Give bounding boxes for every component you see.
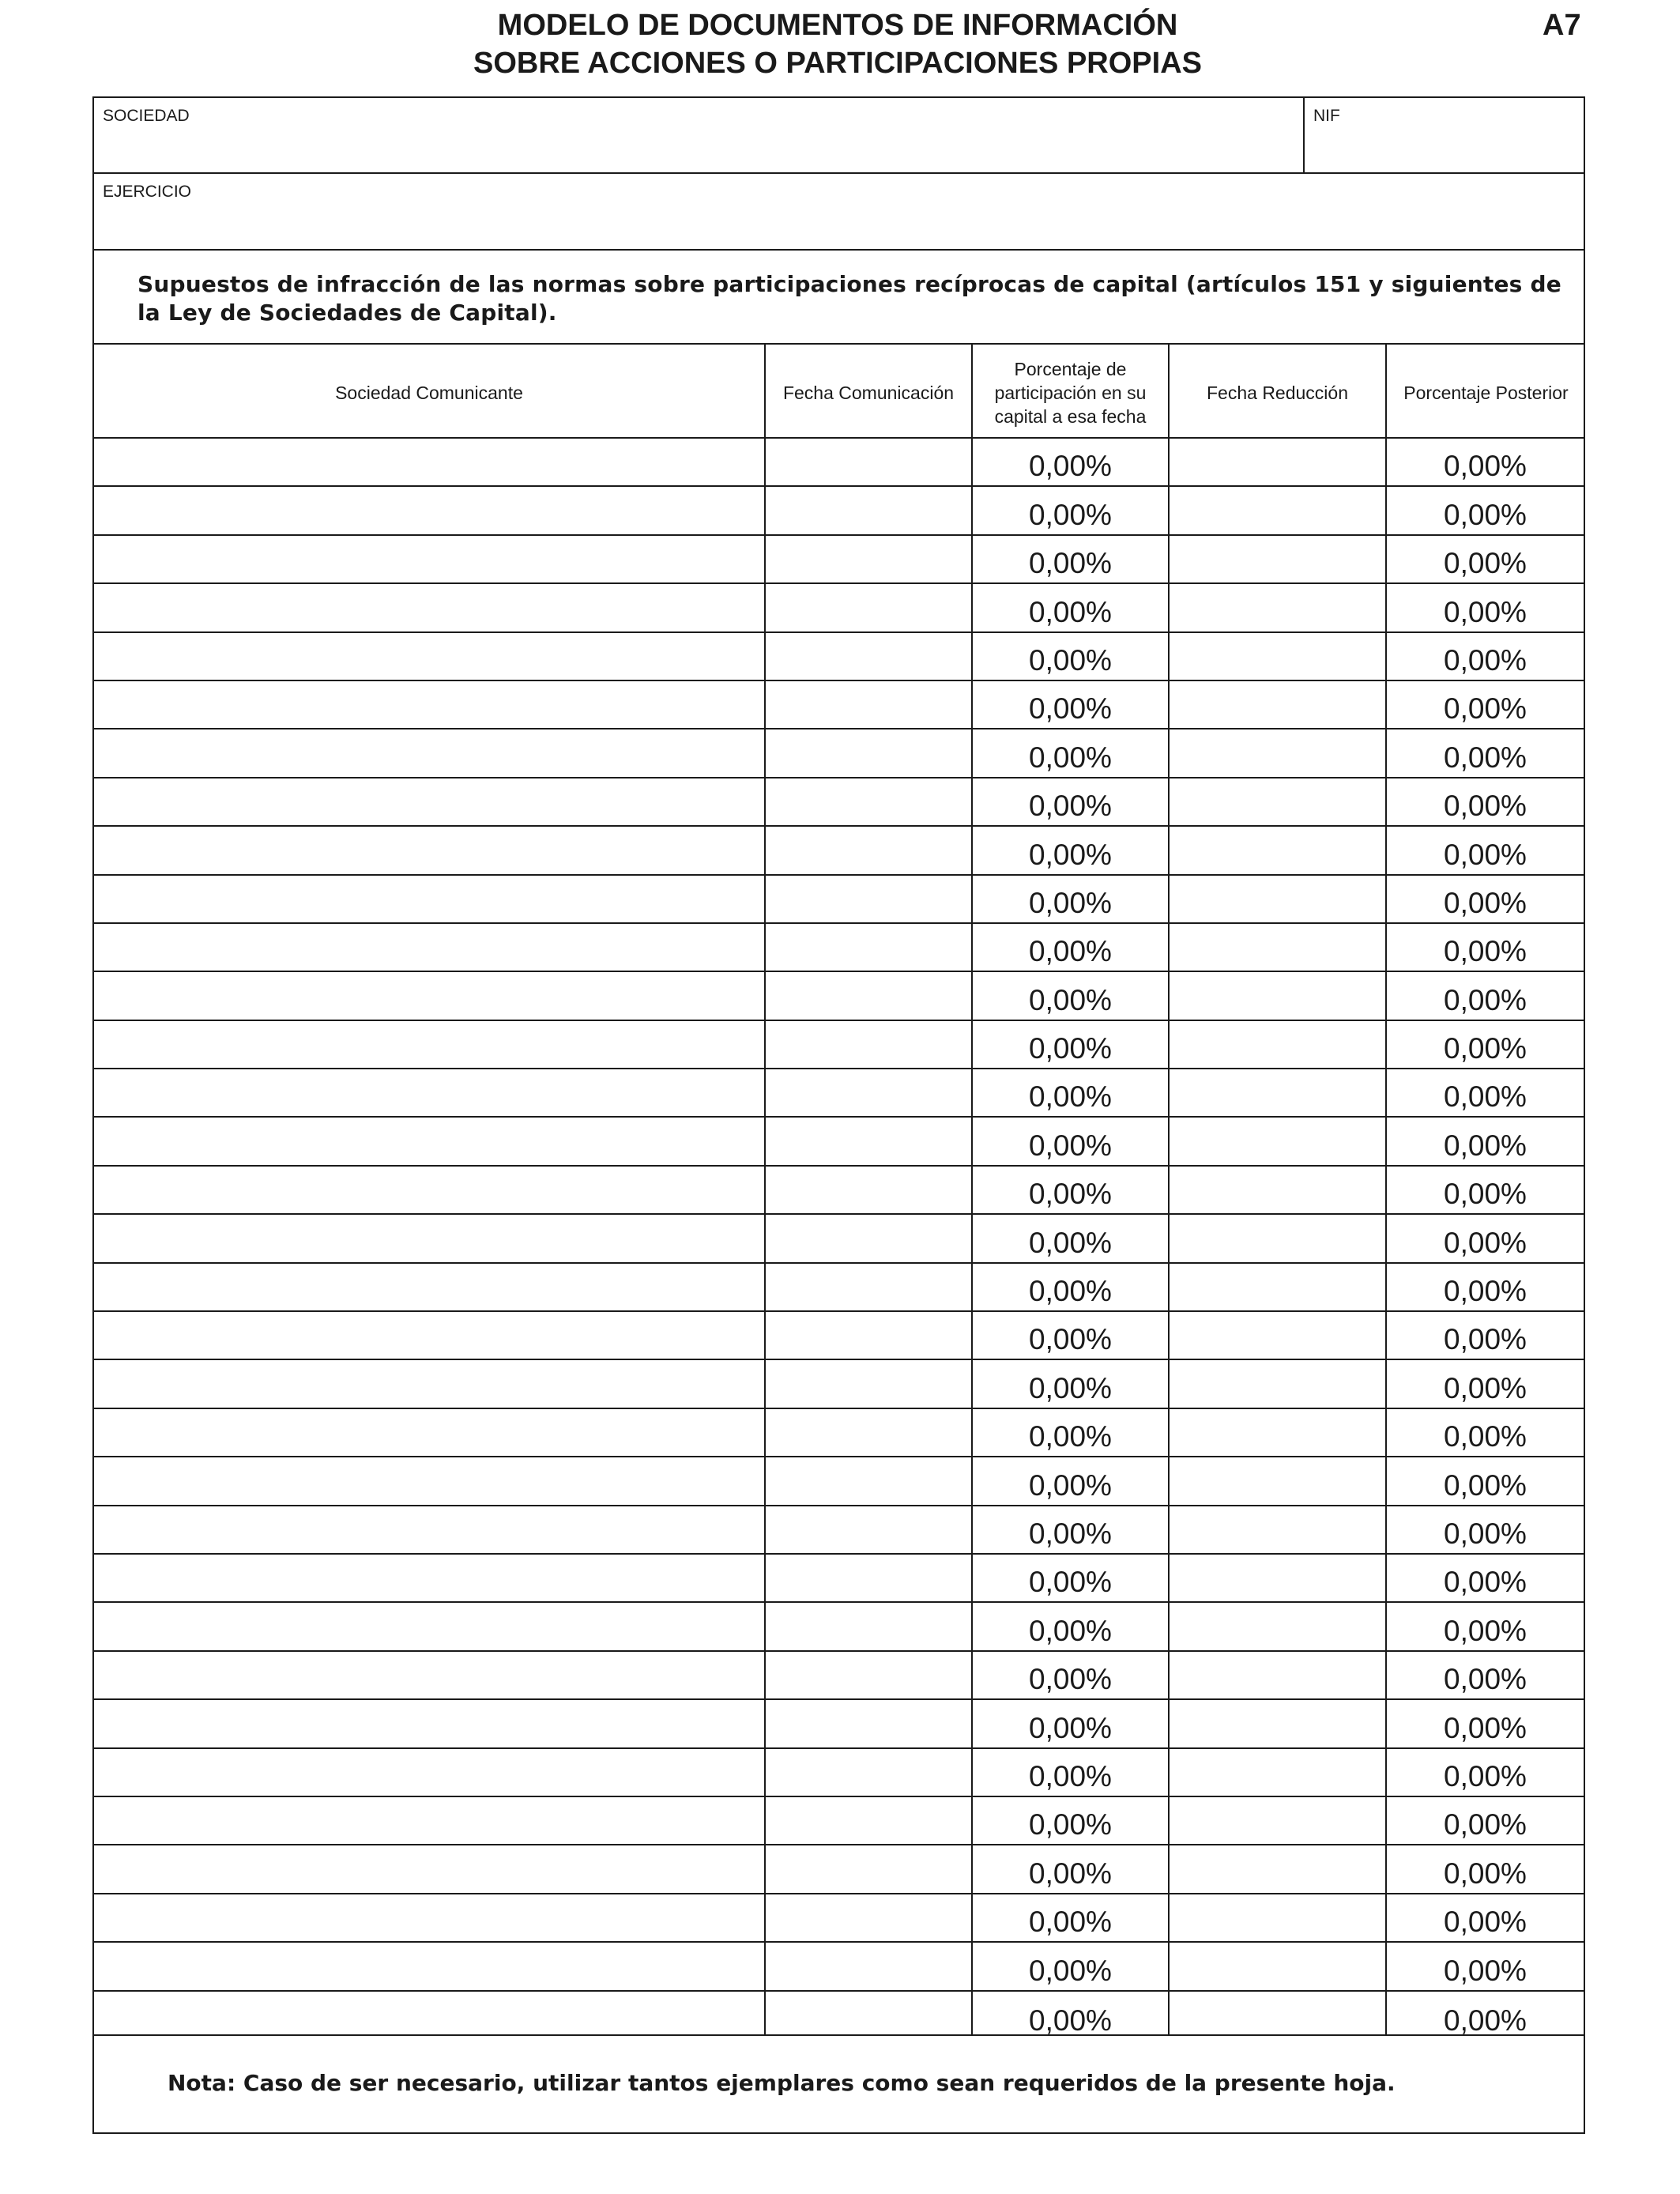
cell-porcentaje-posterior[interactable]: 0,00%	[1444, 886, 1527, 919]
cell-fecha-comunicacion[interactable]	[766, 1167, 971, 1213]
cell-porcentaje[interactable]: 0,00%	[1029, 1906, 1112, 1939]
cell-porcentaje[interactable]: 0,00%	[1029, 643, 1112, 677]
cell-porcentaje-posterior[interactable]: 0,00%	[1444, 1371, 1527, 1404]
cell-porcentaje-posterior[interactable]: 0,00%	[1444, 1226, 1527, 1259]
cell-fecha-comunicacion[interactable]	[766, 1652, 971, 1698]
divider-section-title	[92, 343, 1585, 345]
cell-sociedad-comunicante[interactable]	[94, 487, 764, 533]
nif-label: NIF	[1313, 107, 1340, 125]
cell-fecha-reduccion[interactable]	[1170, 1603, 1385, 1649]
cell-porcentaje-posterior[interactable]: 0,00%	[1444, 1420, 1527, 1453]
column-header-fecha-reduccion: Fecha Reducción	[1207, 383, 1348, 403]
table-row	[92, 536, 1585, 584]
cell-porcentaje[interactable]: 0,00%	[1029, 1566, 1112, 1599]
cell-porcentaje-posterior[interactable]: 0,00%	[1444, 1857, 1527, 1890]
table-row	[92, 729, 1585, 778]
cell-fecha-comunicacion[interactable]	[766, 778, 971, 825]
table-row	[92, 487, 1585, 535]
cell-porcentaje[interactable]: 0,00%	[1029, 1954, 1112, 1987]
column-header-porcentaje-posterior: Porcentaje Posterior	[1403, 383, 1569, 403]
cell-porcentaje-posterior[interactable]: 0,00%	[1444, 547, 1527, 580]
cell-sociedad-comunicante[interactable]	[94, 439, 764, 485]
cell-fecha-comunicacion[interactable]	[766, 1749, 971, 1796]
table-row	[92, 1021, 1585, 1069]
cell-sociedad-comunicante[interactable]	[94, 1603, 764, 1649]
cell-fecha-reduccion[interactable]	[1170, 1506, 1385, 1553]
table-row	[92, 1894, 1585, 1943]
cell-porcentaje-posterior[interactable]: 0,00%	[1444, 1808, 1527, 1842]
table-row	[92, 1409, 1585, 1457]
cell-fecha-comunicacion[interactable]	[766, 681, 971, 728]
cell-porcentaje-posterior[interactable]: 0,00%	[1444, 1178, 1527, 1211]
cell-porcentaje[interactable]: 0,00%	[1029, 595, 1112, 628]
table-row	[92, 1700, 1585, 1748]
cell-porcentaje[interactable]: 0,00%	[1029, 1080, 1112, 1114]
table-row	[92, 778, 1585, 827]
cell-porcentaje[interactable]: 0,00%	[1029, 1032, 1112, 1065]
cell-sociedad-comunicante[interactable]	[94, 681, 764, 728]
cell-porcentaje[interactable]: 0,00%	[1029, 741, 1112, 774]
cell-porcentaje-posterior[interactable]: 0,00%	[1444, 983, 1527, 1016]
cell-fecha-comunicacion[interactable]	[766, 827, 971, 873]
form-code: A7	[1543, 9, 1581, 42]
cell-fecha-comunicacion[interactable]	[766, 1118, 971, 1164]
cell-fecha-comunicacion[interactable]	[766, 487, 971, 533]
cell-sociedad-comunicante[interactable]	[94, 1360, 764, 1407]
cell-sociedad-comunicante[interactable]	[94, 924, 764, 971]
cell-sociedad-comunicante[interactable]	[94, 1992, 764, 2040]
cell-fecha-comunicacion[interactable]	[766, 1457, 971, 1504]
cell-fecha-reduccion[interactable]	[1170, 439, 1385, 485]
cell-porcentaje-posterior[interactable]: 0,00%	[1444, 838, 1527, 871]
sociedad-label: SOCIEDAD	[103, 107, 190, 125]
cell-porcentaje-posterior[interactable]: 0,00%	[1444, 1759, 1527, 1793]
cell-fecha-comunicacion[interactable]	[766, 1700, 971, 1747]
form-title	[95, 6, 1580, 82]
cell-fecha-reduccion[interactable]	[1170, 1312, 1385, 1359]
cell-sociedad-comunicante[interactable]	[94, 729, 764, 776]
table-row	[92, 924, 1585, 972]
cell-porcentaje-posterior[interactable]: 0,00%	[1444, 1954, 1527, 1987]
table-row	[92, 1797, 1585, 1845]
cell-porcentaje[interactable]: 0,00%	[1029, 1857, 1112, 1890]
cell-sociedad-comunicante[interactable]	[94, 1652, 764, 1698]
column-header-porcentaje-participacion: Porcentaje de participación en su capital a esa fecha	[994, 359, 1147, 427]
cell-fecha-reduccion[interactable]	[1170, 1749, 1385, 1796]
table-row	[92, 1118, 1585, 1166]
cell-porcentaje[interactable]: 0,00%	[1029, 1711, 1112, 1744]
table-row	[92, 1992, 1585, 2040]
cell-fecha-comunicacion[interactable]	[766, 1264, 971, 1310]
cell-porcentaje[interactable]: 0,00%	[1029, 1759, 1112, 1793]
table-row	[92, 584, 1585, 632]
cell-porcentaje-posterior[interactable]: 0,00%	[1444, 692, 1527, 726]
cell-porcentaje[interactable]: 0,00%	[1029, 1178, 1112, 1211]
cell-porcentaje-posterior[interactable]: 0,00%	[1444, 1275, 1527, 1308]
cell-porcentaje[interactable]: 0,00%	[1029, 1808, 1112, 1842]
cell-fecha-reduccion[interactable]	[1170, 1264, 1385, 1310]
table-row	[92, 439, 1585, 487]
table-row	[92, 1167, 1585, 1215]
table-row	[92, 1603, 1585, 1651]
cell-sociedad-comunicante[interactable]	[94, 1555, 764, 1601]
cell-porcentaje-posterior[interactable]: 0,00%	[1444, 1906, 1527, 1939]
cell-porcentaje[interactable]: 0,00%	[1029, 1323, 1112, 1356]
table-row	[92, 1215, 1585, 1263]
cell-porcentaje[interactable]: 0,00%	[1029, 1371, 1112, 1404]
cell-porcentaje[interactable]: 0,00%	[1029, 1275, 1112, 1308]
cell-porcentaje[interactable]: 0,00%	[1029, 935, 1112, 968]
table-row	[92, 681, 1585, 729]
divider-sociedad	[92, 172, 1585, 174]
cell-porcentaje[interactable]: 0,00%	[1029, 1420, 1112, 1453]
cell-fecha-comunicacion[interactable]	[766, 972, 971, 1019]
cell-fecha-reduccion[interactable]	[1170, 681, 1385, 728]
cell-fecha-comunicacion[interactable]	[766, 584, 971, 631]
divider-ejercicio	[92, 249, 1585, 251]
table-row	[92, 1652, 1585, 1700]
cell-sociedad-comunicante[interactable]	[94, 1312, 764, 1359]
cell-porcentaje[interactable]: 0,00%	[1029, 450, 1112, 483]
cell-fecha-reduccion[interactable]	[1170, 827, 1385, 873]
cell-sociedad-comunicante[interactable]	[94, 1264, 764, 1310]
table-body	[92, 439, 1585, 2040]
cell-fecha-reduccion[interactable]	[1170, 1943, 1385, 1989]
cell-sociedad-comunicante[interactable]	[94, 1118, 764, 1164]
cell-fecha-reduccion[interactable]	[1170, 1409, 1385, 1456]
cell-fecha-reduccion[interactable]	[1170, 1215, 1385, 1261]
cell-fecha-comunicacion[interactable]	[766, 729, 971, 776]
cell-sociedad-comunicante[interactable]	[94, 1506, 764, 1553]
cell-fecha-reduccion[interactable]	[1170, 1700, 1385, 1747]
cell-fecha-comunicacion[interactable]	[766, 1312, 971, 1359]
cell-fecha-comunicacion[interactable]	[766, 924, 971, 971]
cell-sociedad-comunicante[interactable]	[94, 1457, 764, 1504]
cell-porcentaje-posterior[interactable]: 0,00%	[1444, 1032, 1527, 1065]
cell-sociedad-comunicante[interactable]	[94, 1021, 764, 1068]
cell-sociedad-comunicante[interactable]	[94, 1894, 764, 1941]
table-row	[92, 1845, 1585, 1894]
cell-sociedad-comunicante[interactable]	[94, 536, 764, 582]
cell-fecha-reduccion[interactable]	[1170, 487, 1385, 533]
cell-porcentaje[interactable]: 0,00%	[1029, 1614, 1112, 1647]
cell-sociedad-comunicante[interactable]	[94, 584, 764, 631]
cell-fecha-comunicacion[interactable]	[766, 1506, 971, 1553]
cell-fecha-reduccion[interactable]	[1170, 584, 1385, 631]
cell-fecha-reduccion[interactable]	[1170, 1797, 1385, 1844]
cell-fecha-reduccion[interactable]	[1170, 1457, 1385, 1504]
cell-fecha-reduccion[interactable]	[1170, 1555, 1385, 1601]
cell-porcentaje[interactable]: 0,00%	[1029, 1226, 1112, 1259]
cell-fecha-comunicacion[interactable]	[766, 1021, 971, 1068]
cell-porcentaje[interactable]: 0,00%	[1029, 886, 1112, 919]
cell-fecha-reduccion[interactable]	[1170, 1167, 1385, 1213]
cell-porcentaje-posterior[interactable]: 0,00%	[1444, 1663, 1527, 1696]
cell-sociedad-comunicante[interactable]	[94, 1409, 764, 1456]
cell-porcentaje[interactable]: 0,00%	[1029, 983, 1112, 1016]
cell-fecha-reduccion[interactable]	[1170, 1652, 1385, 1698]
cell-fecha-reduccion[interactable]	[1170, 1069, 1385, 1116]
cell-fecha-comunicacion[interactable]	[766, 1215, 971, 1261]
cell-fecha-reduccion[interactable]	[1170, 972, 1385, 1019]
ejercicio-label: EJERCICIO	[103, 183, 192, 201]
section-title: Supuestos de infracción de las normas sobre participaciones recíprocas de capital (artículos 151 y siguientes de la Ley de Sociedades de Capital).	[137, 271, 1561, 326]
table-row	[92, 1457, 1585, 1506]
cell-fecha-reduccion[interactable]	[1170, 633, 1385, 680]
cell-sociedad-comunicante[interactable]	[94, 1215, 764, 1261]
cell-porcentaje-posterior[interactable]: 0,00%	[1444, 741, 1527, 774]
table-row	[92, 633, 1585, 681]
cell-fecha-reduccion[interactable]	[1170, 1894, 1385, 1941]
cell-fecha-reduccion[interactable]	[1170, 1118, 1385, 1164]
cell-fecha-comunicacion[interactable]	[766, 633, 971, 680]
cell-sociedad-comunicante[interactable]	[94, 1700, 764, 1747]
form-title-line2: SOBRE ACCIONES O PARTICIPACIONES PROPIAS	[473, 47, 1202, 80]
cell-porcentaje-posterior[interactable]: 0,00%	[1444, 1129, 1527, 1162]
cell-porcentaje[interactable]: 0,00%	[1029, 692, 1112, 726]
cell-porcentaje[interactable]: 0,00%	[1029, 1663, 1112, 1696]
cell-porcentaje-posterior[interactable]: 0,00%	[1444, 498, 1527, 531]
cell-fecha-comunicacion[interactable]	[766, 1992, 971, 2040]
cell-porcentaje[interactable]: 0,00%	[1029, 498, 1112, 531]
cell-fecha-comunicacion[interactable]	[766, 536, 971, 582]
cell-fecha-comunicacion[interactable]	[766, 1409, 971, 1456]
cell-porcentaje[interactable]: 0,00%	[1029, 1468, 1112, 1502]
cell-porcentaje-posterior[interactable]: 0,00%	[1444, 1080, 1527, 1114]
cell-porcentaje[interactable]: 0,00%	[1029, 2004, 1112, 2037]
column-header-fecha-comunicacion: Fecha Comunicación	[782, 383, 955, 403]
cell-porcentaje-posterior[interactable]: 0,00%	[1444, 595, 1527, 628]
cell-fecha-comunicacion[interactable]	[766, 876, 971, 922]
table-row	[92, 972, 1585, 1020]
column-header-sociedad-comunicante: Sociedad Comunicante	[335, 383, 523, 403]
cell-fecha-reduccion[interactable]	[1170, 1360, 1385, 1407]
table-row	[92, 1943, 1585, 1991]
cell-fecha-comunicacion[interactable]	[766, 1360, 971, 1407]
table-row	[92, 1264, 1585, 1312]
cell-porcentaje[interactable]: 0,00%	[1029, 838, 1112, 871]
cell-porcentaje-posterior[interactable]: 0,00%	[1444, 1517, 1527, 1550]
cell-porcentaje-posterior[interactable]: 0,00%	[1444, 1566, 1527, 1599]
cell-sociedad-comunicante[interactable]	[94, 1167, 764, 1213]
table-row	[92, 1312, 1585, 1360]
table-row	[92, 1555, 1585, 1603]
cell-fecha-reduccion[interactable]	[1170, 1992, 1385, 2040]
cell-porcentaje-posterior[interactable]: 0,00%	[1444, 1711, 1527, 1744]
cell-fecha-reduccion[interactable]	[1170, 778, 1385, 825]
cell-porcentaje-posterior[interactable]: 0,00%	[1444, 935, 1527, 968]
table-row	[92, 876, 1585, 924]
cell-sociedad-comunicante[interactable]	[94, 876, 764, 922]
cell-porcentaje[interactable]: 0,00%	[1029, 790, 1112, 823]
footer-note: Nota: Caso de ser necesario, utilizar tantos ejemplares como sean requeridos de la presente hoja.	[168, 2070, 1396, 2096]
cell-porcentaje-posterior[interactable]: 0,00%	[1444, 1614, 1527, 1647]
form-title-line1: MODELO DE DOCUMENTOS DE INFORMACIÓN	[497, 9, 1178, 42]
cell-fecha-comunicacion[interactable]	[766, 1943, 971, 1989]
cell-fecha-comunicacion[interactable]	[766, 1603, 971, 1649]
cell-fecha-comunicacion[interactable]	[766, 1069, 971, 1116]
cell-porcentaje-posterior[interactable]: 0,00%	[1444, 790, 1527, 823]
cell-sociedad-comunicante[interactable]	[94, 972, 764, 1019]
cell-sociedad-comunicante[interactable]	[94, 1797, 764, 1844]
cell-sociedad-comunicante[interactable]	[94, 1069, 764, 1116]
cell-sociedad-comunicante[interactable]	[94, 1943, 764, 1989]
table-row	[92, 1506, 1585, 1555]
cell-fecha-reduccion[interactable]	[1170, 876, 1385, 922]
cell-porcentaje[interactable]: 0,00%	[1029, 547, 1112, 580]
table-row	[92, 1069, 1585, 1118]
cell-porcentaje-posterior[interactable]: 0,00%	[1444, 2004, 1527, 2037]
cell-sociedad-comunicante[interactable]	[94, 827, 764, 873]
cell-fecha-comunicacion[interactable]	[766, 439, 971, 485]
cell-fecha-comunicacion[interactable]	[766, 1797, 971, 1844]
cell-fecha-reduccion[interactable]	[1170, 1021, 1385, 1068]
cell-sociedad-comunicante[interactable]	[94, 778, 764, 825]
cell-sociedad-comunicante[interactable]	[94, 1845, 764, 1892]
cell-fecha-reduccion[interactable]	[1170, 729, 1385, 776]
cell-porcentaje[interactable]: 0,00%	[1029, 1517, 1112, 1550]
cell-fecha-reduccion[interactable]	[1170, 536, 1385, 582]
cell-porcentaje-posterior[interactable]: 0,00%	[1444, 1323, 1527, 1356]
cell-fecha-reduccion[interactable]	[1170, 1845, 1385, 1892]
cell-fecha-comunicacion[interactable]	[766, 1894, 971, 1941]
cell-porcentaje[interactable]: 0,00%	[1029, 1129, 1112, 1162]
cell-fecha-reduccion[interactable]	[1170, 924, 1385, 971]
table-row	[92, 1360, 1585, 1408]
cell-sociedad-comunicante[interactable]	[94, 633, 764, 680]
table-row	[92, 827, 1585, 875]
divider-nif	[1303, 96, 1305, 173]
cell-porcentaje-posterior[interactable]: 0,00%	[1444, 450, 1527, 483]
table-row	[92, 1749, 1585, 1797]
cell-fecha-comunicacion[interactable]	[766, 1845, 971, 1892]
cell-porcentaje-posterior[interactable]: 0,00%	[1444, 1468, 1527, 1502]
cell-porcentaje-posterior[interactable]: 0,00%	[1444, 643, 1527, 677]
cell-sociedad-comunicante[interactable]	[94, 1749, 764, 1796]
cell-fecha-comunicacion[interactable]	[766, 1555, 971, 1601]
